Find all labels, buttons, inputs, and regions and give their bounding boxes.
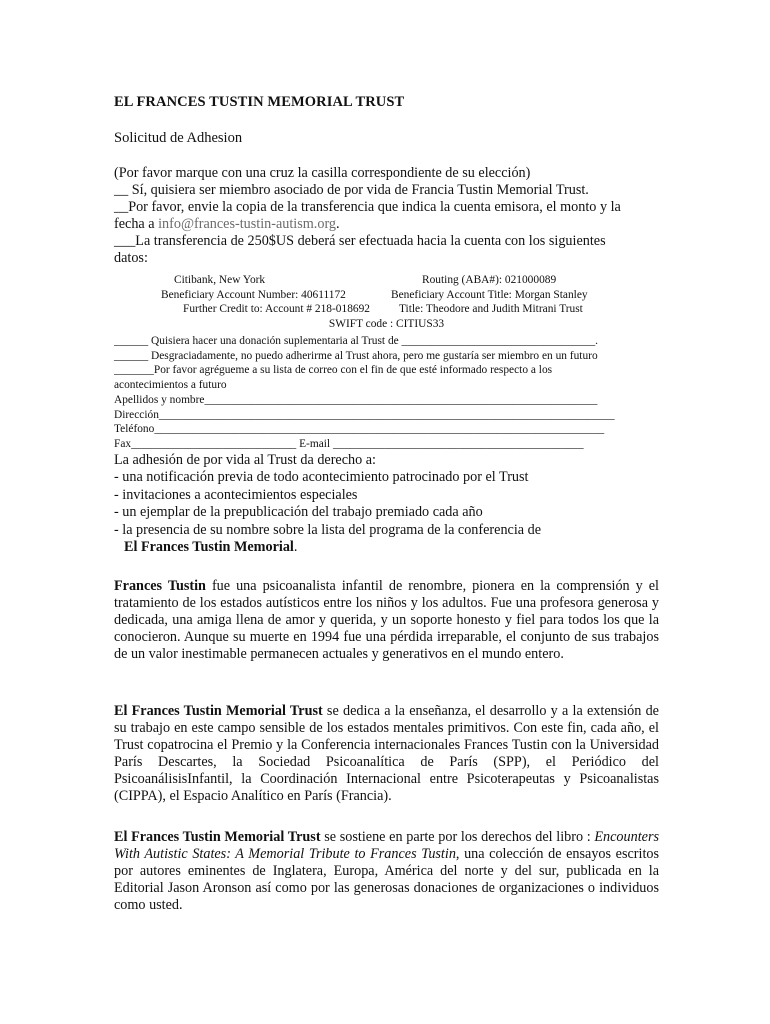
- paragraph-trust-mission: El Frances Tustin Memorial Trust se dedica a la enseñanza, el desarrollo y a la extensión de su trabajo en este campo sensible de los estados mentales primitivos. Con este fin, cada año, el Trust copatrocina el Premio y la Conferencia internacionales Frances Tustin con la Universidad París Descartes, la Sociedad Psicoanalítica de París (SPP), el Periódico del PsicoanálisisInfantil, la Coordinación Internacional entre Psicoterapeutas y Psicoanalistas (CIPPA), el Espacio Analítico en París (Francia).: [114, 703, 659, 805]
- form-subtitle: Solicitud de Adhesion: [114, 130, 243, 146]
- further-credit: Further Credit to: Account # 218-018692: [183, 303, 370, 316]
- fax-email-field[interactable]: Fax_____________________________ E-mail ____________________________________________: [114, 437, 584, 450]
- instructions: [114, 165, 659, 267]
- benefit-item: - un ejemplar de la prepublicación del trabajo premiado cada año: [114, 504, 483, 521]
- beneficiary-account-title: Beneficiary Account Title: Morgan Stanley: [391, 288, 588, 301]
- instructions-intro: (Por favor marque con una cruz la casilla correspondiente de su elección): [114, 165, 531, 181]
- option-mailing-list[interactable]: _______Por favor agrégueme a su lista de correo con el fin de que esté informado respecto a los: [114, 364, 553, 376]
- bank-name: Citibank, New York: [174, 274, 266, 286]
- option-transfer-amount-line2: datos:: [114, 250, 148, 266]
- benefits-list: [114, 452, 659, 556]
- option-transfer-amount[interactable]: ___La transferencia de 250$US deberá ser efectuada hacia la cuenta con los siguientes: [114, 233, 606, 249]
- contact-form: [114, 393, 659, 451]
- beneficiary-account-number: Beneficiary Account Number: 40611172: [161, 288, 346, 301]
- option-mailing-list-line2: acontecimientos a futuro: [114, 378, 227, 391]
- trust-title: Title: Theodore and Judith Mitrani Trust: [399, 303, 583, 316]
- address-field[interactable]: Dirección________________________________________________________________________________: [114, 408, 615, 421]
- name-field[interactable]: Apellidos y nombre_____________________________________________________________________: [114, 394, 598, 406]
- phone-field[interactable]: Teléfono_______________________________________________________________________________: [114, 423, 605, 435]
- option-send-transfer-copy[interactable]: __Por favor, envie la copia de la transferencia que indica la cuenta emisora, el monto y la: [114, 199, 621, 215]
- benefit-item: - invitaciones a acontecimientos especiales: [114, 486, 358, 503]
- paragraph-trust-funding: El Frances Tustin Memorial Trust se sostiene en parte por los derechos del libro : Encounters With Autistic States: A Memorial Tribute to Frances Tustin, una colección de ensayos escritos por autores eminentes de Inglatera, Europa, América del norte y del sur, publicada en la Editorial Jason Aronson así como por las generosas donaciones de organizaciones o individuos como usted.: [114, 829, 659, 914]
- option-send-transfer-copy-line2: fecha a info@frances-tustin-autism.org.: [114, 216, 340, 232]
- benefit-item: - la presencia de su nombre sobre la lista del programa de la conferencia de: [114, 521, 542, 538]
- routing-number: Routing (ABA#): 021000089: [422, 274, 557, 286]
- bank-details: [114, 273, 659, 332]
- book-title: Encounters With Autistic States: A Memorial Tribute to Frances Tustin: [114, 829, 659, 863]
- page-title: EL FRANCES TUSTIN MEMORIAL TRUST: [114, 94, 405, 110]
- paragraph-about-tustin: Frances Tustin fue una psicoanalista infantil de renombre, pionera en la comprensión y el tratamiento de los estados autísticos entre los niños y los adultos. Fue una profesora generosa y dedicada, una amiga llena de amor y querida, y un soporte honesto y fiel para todos los que la conocieron. Aunque su muerte en 1994 fue una pérdida irreparable, el conjunto de sus trabajos de un valor inestimable permanecen actuales y generativos en el mundo entero.: [114, 578, 659, 663]
- benefit-signature: El Frances Tustin Memorial.: [124, 539, 298, 556]
- option-donation[interactable]: ______ Quisiera hacer una donación suplementaria al Trust de __________________________________.: [114, 335, 599, 347]
- benefit-item: - una notificación previa de todo acontecimiento patrocinado por el Trust: [114, 469, 529, 486]
- benefits-intro: La adhesión de por vida al Trust da derecho a:: [114, 452, 377, 468]
- swift-code: SWIFT code : CITIUS33: [328, 318, 445, 331]
- option-lifetime-member[interactable]: __ Sí, quisiera ser miembro asociado de por vida de Francia Tustin Memorial Trust.: [114, 182, 589, 198]
- email-link[interactable]: info@frances-tustin-autism.org: [158, 216, 337, 232]
- extra-options: [114, 334, 659, 392]
- option-unable[interactable]: ______ Desgraciadamente, no puedo adherirme al Trust ahora, pero me gustaría ser miembro en un futuro: [114, 349, 598, 362]
